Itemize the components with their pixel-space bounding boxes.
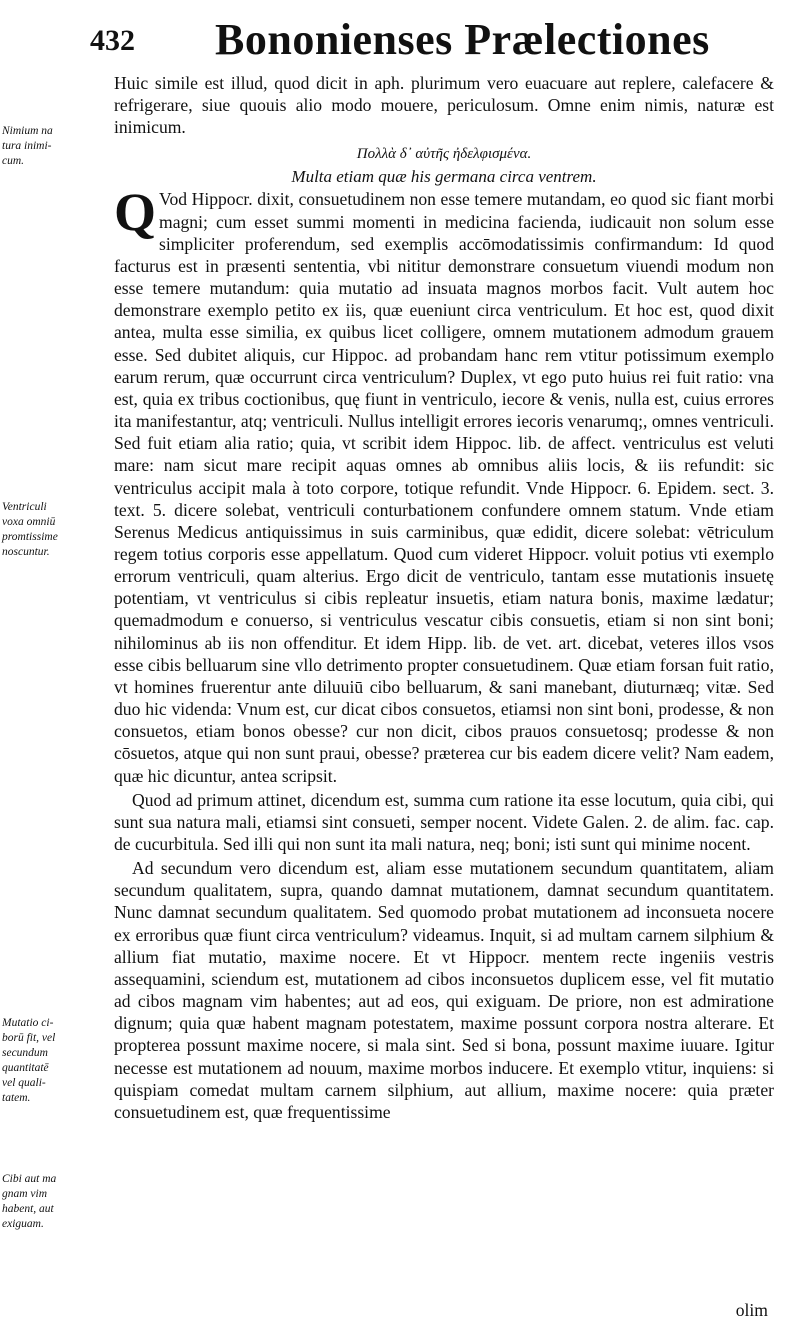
margin-note-nimium: Nimium na tura inimi- cum. (2, 125, 53, 167)
paragraph-1-text: Vod Hippocr. dixit, consuetudinem non esse temere mutandam, eo quod sic fiant morbi magni; cum esset summi momenti in medicina facienda, iudicauit non solum esse simpliciter proferendum, sed exemplis accōmodatissimis confirmandum: Id quod facturus est in præsenti sententia, vbi nititur demonstrare consuetum viuendi modum non esse temere mutandum: quia mutatio ad insuata magnos morbos facit. Vult autem hoc demonstrare exemplo petito ex iis, quæ eueniunt circa ventriculum. Et hoc est, quod dixit antea, multa esse similia, ex quibus licet colligere, omnem mutationem admodum grauem esse. Sed dubitet aliquis, cur Hippoc. ad probandam hanc rem vtitur potissimum exemplo earum rerum, quæ occurrunt circa ventriculum? Duplex, vt ego puto huius rei fuit ratio: vna est, quia ex tribus coctionibus, quę fiunt in ventriculo, iecore & venis, nulla est, cuius errores ita manifestantur, atq; ventriculi. Nullus intelligit errores iecoris venarumq;, omnes ventriculi. Sed fuit etiam alia ratio; quia, vt scribit idem Hippoc. lib. de affect. ventriculus est veluti mare: nam sicut mare recipit aquas omnes ab omnibus aliis locis, & iis refundit: sic ventriculus accipit mala à toto corpore, totique refundit. Vnde Hippocr. 6. Epidem. sect. 3. text. 5. dicere solebat, ventriculi conturbationem confundere omnem statum. Vnde etiam Serenus Medicus antiquissimus in suis carminibus, quæ edidit, dicere solebat: vētriculum regem totius corporis esse appellatum. Quod cum videret Hippocr. voluit potius vti exemplo errorum ventriculi, quam alterius. Ergo dicit de ventriculo, tantam esse mutationis insuetę potentiam, vt ventriculus si cibis repleatur insuetis, etiam natura bonis, maxime lædatur; quemadmodum e conuerso, si ventriculus vescatur cibis consuetis, etiam si non sint boni; nihilominus ab iis non offenditur. Et idem Hipp. lib. de vet. art. dicebat, veteres illos vsos esse cibis belluarum sine vllo detrimento propter consuetudinem. Quæ etiam forsan fuit ratio, vt homines fruerentur ante diluuiū cibo belluarum, & sani manebant, diuturnæq; vitæ. Sed duo hic videnda: Vnum est, cur dicat cibos consuetos, etiamsi non sint boni, prodesse, & non consuetos, etiam bonos obesse? cur non dicit, cibos prauos consuetosq; prodesse & non cōsuetos, atque qui non sunt praui, obesse? præterea cur bis eadem dicere velit? Nam eadem, quæ hic dicuntur, antea scripsit. (114, 189, 774, 786)
margin-note-ventriculi: Ventriculi voxa omniū promtissime noscuntur. (2, 501, 58, 558)
paragraph-1 (114, 182, 774, 786)
running-title: Bononienses Prælectiones (215, 15, 710, 64)
drop-cap: Q (114, 182, 157, 243)
greek-heading: Πολλὰ δ᾽ αὐτῆς ἠδελφισμένα. (356, 146, 532, 163)
latin-subtitle: Multa etiam quæ his germana circa ventrem. (291, 167, 597, 187)
catchword: olim (735, 1300, 768, 1320)
main-text (114, 72, 774, 1123)
margin-note-cibi: Cibi aut ma gnam vim habent, aut exiguam. (2, 1173, 57, 1230)
intro-paragraph: Huic simile est illud, quod dicit in aph. plurimum vero euacuare aut replere, calefacere & refrigerare, siue quouis alio modo mouere, periculosum. Omne enim nimis, naturæ est inimicum. (114, 73, 774, 138)
margin-note-mutatio: Mutatio ci- borū fit, vel secundum quantitatē vel quali- tatem. (2, 1017, 56, 1104)
paragraph-2: Quod ad primum attinet, dicendum est, summa cum ratione ita esse locutum, quia cibi, qui sunt sua natura mali, etiamsi sint consueti, semper nocent. Videte Galen. 2. de alim. fac. cap. de cucurbitula. Sed illi qui non sunt ita mali natura, neq; boni; isti sunt qui minime nocent. (114, 789, 774, 854)
page-number: 432 (90, 24, 135, 57)
paragraph-3: Ad secundum vero dicendum est, aliam esse mutationem secundum quantitatem, aliam secundum qualitatem, supra, quando damnat mutationem, damnat secundum quantitatem. Nunc damnat secundum qualitatem. Sed quomodo probat mutationem ad inconsueta nocere ex erroribus quæ fiunt circa ventriculum? videamus. Inquit, si ad multam carnem silphium & allium fiat mutatio, maxime nocere. Et vt Hippocr. mentem recte ingeniis vestris assequamini, sciendum est, mutationem ad cibos inconsuetos duplicem esse, vel fit mutatio ad cibos magnam vim habentes; aut ad eos, qui exiguam. De priore, non est admiratione dignum; quia quæ habent magnam potestatem, maxime possunt corpora nostra alterare. Et propterea possunt maxime nocere, si mala sint. Sed si bona, possunt maxime iuuare. Igitur necesse est mutationem ad nouum, maxime morbos inducere. Et exemplo vtitur, inquiens: si quispiam comedat multam carnem silphium, aut allium, maxime nocere: quia præter consuetudinem est, quæ frequentissime (114, 858, 774, 1122)
